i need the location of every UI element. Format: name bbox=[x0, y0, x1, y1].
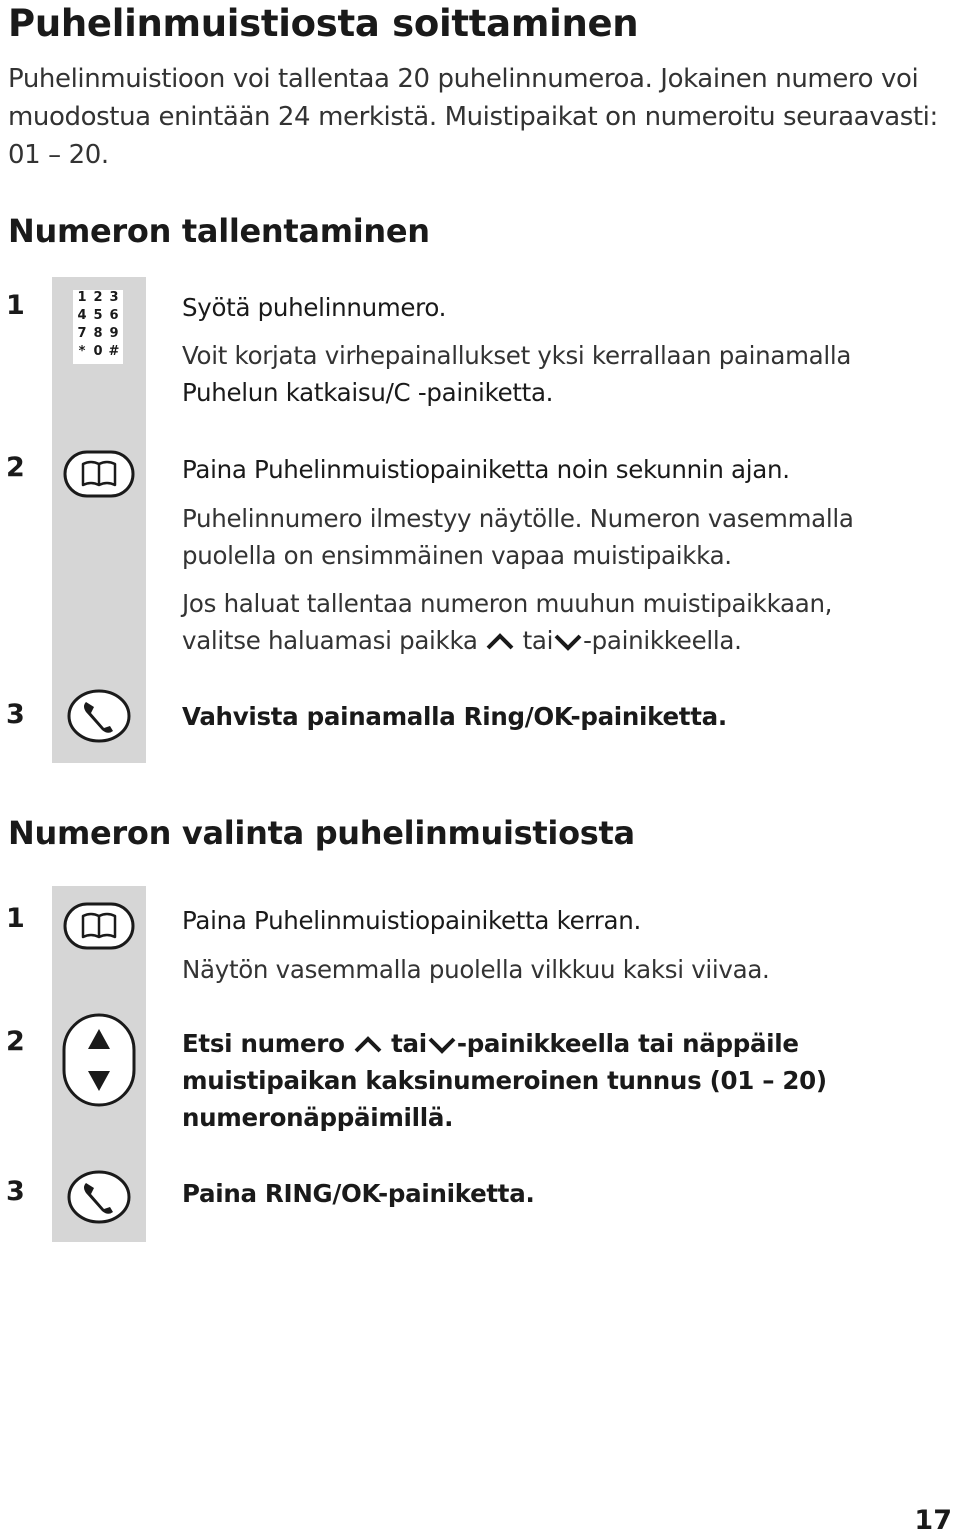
step-number: 2 bbox=[6, 1026, 25, 1057]
step-line bbox=[182, 622, 854, 659]
step-line-part: Etsi numero bbox=[182, 1029, 353, 1058]
step-line bbox=[182, 1025, 827, 1062]
keypad-key: 9 bbox=[109, 326, 119, 341]
step-text bbox=[182, 289, 851, 411]
down-arrow-icon bbox=[427, 1034, 457, 1056]
up-arrow-icon bbox=[353, 1034, 383, 1056]
ring-ok-icon bbox=[66, 688, 132, 744]
step-line-part: -painikkeella. bbox=[583, 626, 742, 655]
step-text bbox=[182, 451, 854, 659]
step-text bbox=[182, 1025, 827, 1136]
page-title: Puhelinmuistiosta soittaminen bbox=[8, 2, 639, 45]
step-number: 3 bbox=[6, 699, 25, 730]
step-line: Syötä puhelinnumero. bbox=[182, 293, 447, 322]
keypad-key: * bbox=[78, 344, 86, 359]
keypad-icon bbox=[73, 290, 123, 364]
section-heading-dial: Numeron valinta puhelinmuistiosta bbox=[8, 814, 635, 852]
keypad-key: 7 bbox=[77, 326, 87, 341]
ring-ok-icon bbox=[66, 1169, 132, 1225]
step-text: Vahvista painamalla Ring/OK-painiketta. bbox=[182, 702, 727, 731]
keypad-key: 0 bbox=[93, 344, 103, 359]
step-number: 2 bbox=[6, 452, 25, 483]
step-line-part: tai bbox=[382, 1029, 427, 1058]
step-line: Jos haluat tallentaa numeron muuhun muistipaikkaan, bbox=[182, 589, 833, 618]
intro-text: Puhelinmuistioon voi tallentaa 20 puhelinnumeroa. Jokainen numero voi muodostua enintään 24 merkistä. Muistipaikat on numeroitu seuraavasti: 01 – 20. bbox=[8, 64, 938, 170]
keypad-key: 6 bbox=[109, 308, 119, 323]
navigation-icon bbox=[62, 1013, 136, 1107]
keypad-key: # bbox=[108, 344, 120, 359]
step-line: Puhelun katkaisu/C -painiketta. bbox=[182, 378, 554, 407]
step-text: Paina RING/OK-painiketta. bbox=[182, 1179, 535, 1208]
step-line: Puhelinnumero ilmestyy näytölle. Numeron vasemmalla bbox=[182, 504, 854, 533]
step-line: numeronäppäimillä. bbox=[182, 1103, 454, 1132]
step-text bbox=[182, 902, 770, 988]
step-number: 1 bbox=[6, 903, 25, 934]
step-line: puolella on ensimmäinen vapaa muistipaikka. bbox=[182, 541, 732, 570]
keypad-key: 8 bbox=[93, 326, 103, 341]
phonebook-icon bbox=[63, 450, 135, 498]
step-line: Paina Puhelinmuistiopainiketta kerran. bbox=[182, 906, 641, 935]
keypad-key: 4 bbox=[77, 308, 87, 323]
keypad-key: 2 bbox=[93, 290, 103, 305]
step-line: Voit korjata virhepainallukset yksi kerrallaan painamalla bbox=[182, 341, 852, 370]
page-number: 17 bbox=[914, 1505, 952, 1536]
keypad-key: 5 bbox=[93, 308, 103, 323]
keypad-key: 1 bbox=[77, 290, 87, 305]
step-number: 3 bbox=[6, 1176, 25, 1207]
step-line-part: valitse haluamasi paikka bbox=[182, 626, 478, 655]
step-line-part: -painikkeella tai näppäile bbox=[456, 1029, 799, 1058]
step-number: 1 bbox=[6, 290, 25, 321]
phonebook-icon bbox=[63, 902, 135, 950]
step-line-part: tai bbox=[515, 626, 554, 655]
section-heading-store: Numeron tallentaminen bbox=[8, 212, 430, 250]
step-line: muistipaikan kaksinumeroinen tunnus (01 – 20) bbox=[182, 1066, 827, 1095]
down-arrow-icon bbox=[553, 631, 583, 653]
step-line: Paina Puhelinmuistiopainiketta noin sekunnin ajan. bbox=[182, 455, 790, 484]
step-line: Näytön vasemmalla puolella vilkkuu kaksi viivaa. bbox=[182, 955, 770, 984]
keypad-key: 3 bbox=[109, 290, 119, 305]
up-arrow-icon bbox=[485, 631, 515, 653]
